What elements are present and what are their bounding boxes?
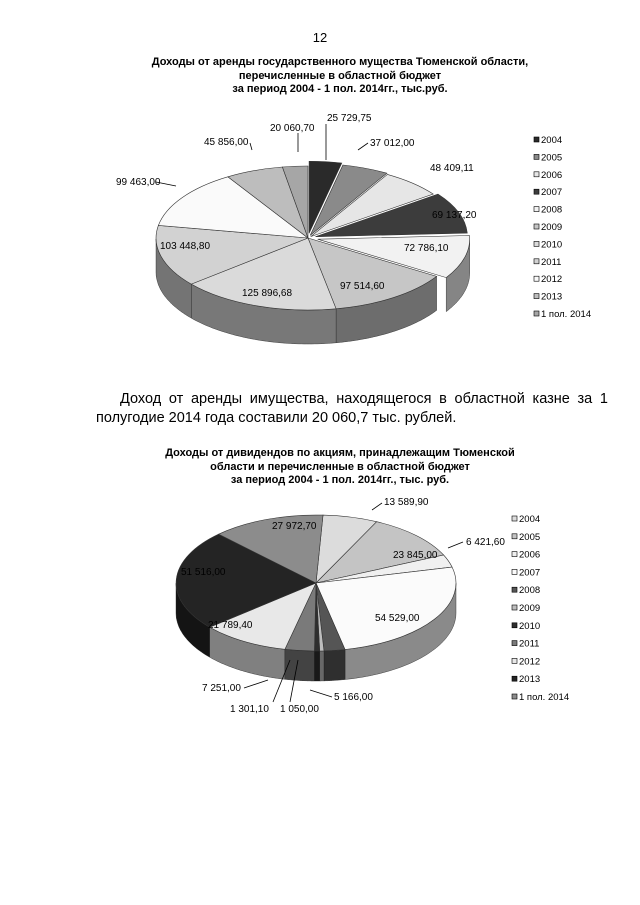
legend-swatch (512, 534, 517, 539)
data-label: 23 845,00 (393, 550, 438, 561)
chart2-title (130, 447, 550, 488)
legend-label: 2010 (541, 239, 563, 251)
leader-line (372, 503, 382, 510)
legend-label: 2008 (519, 585, 541, 597)
leader-line (358, 143, 368, 150)
data-label: 1 050,00 (280, 704, 319, 715)
data-label: 25 729,75 (327, 113, 372, 124)
legend-swatch (512, 694, 517, 699)
legend-label: 2006 (519, 549, 541, 561)
body-paragraph (96, 390, 608, 428)
data-label: 54 529,00 (375, 613, 420, 624)
data-label: 45 856,00 (204, 137, 249, 148)
legend-label: 2004 (541, 135, 563, 146)
legend-swatch (534, 172, 539, 177)
legend-label: 2007 (519, 567, 541, 579)
paragraph-line: Доход от аренды имущества, находящегося в областной казне за 1 (120, 391, 608, 407)
legend-swatch (534, 241, 539, 246)
legend-swatch (512, 676, 517, 681)
leader-line (244, 680, 268, 688)
data-label: 5 166,00 (334, 692, 373, 703)
data-label: 6 421,60 (466, 537, 505, 548)
paragraph-line: полугодие 2014 года составили 20 060,7 тыс. рублей. (96, 410, 457, 426)
legend-label: 2012 (519, 656, 541, 668)
legend-label: 2006 (541, 169, 563, 181)
pie-side (320, 651, 324, 681)
legend-swatch (512, 623, 517, 628)
chart1-title (130, 56, 550, 97)
legend-swatch (534, 137, 539, 142)
legend-swatch (512, 605, 517, 610)
data-label: 48 409,11 (430, 163, 474, 174)
legend-swatch (534, 276, 539, 281)
legend-label: 2011 (541, 256, 562, 268)
data-label: 1 301,10 (230, 704, 269, 715)
chart2-pie (0, 495, 640, 735)
legend-label: 2013 (541, 291, 563, 303)
data-label: 99 463,00 (116, 177, 161, 188)
data-label: 13 589,90 (384, 497, 429, 508)
pie-side (324, 650, 345, 681)
legend-swatch (512, 569, 517, 574)
data-label: 103 448,80 (160, 241, 211, 252)
pie-side (285, 649, 315, 681)
legend-label: 2005 (541, 152, 563, 164)
data-label: 37 012,00 (370, 138, 415, 149)
legend-swatch (512, 552, 517, 557)
legend-label: 2008 (541, 204, 563, 216)
legend-label: 2009 (519, 603, 541, 614)
data-label: 21 789,40 (208, 620, 253, 631)
legend-label: 1 пол. 2014 (541, 309, 592, 320)
chart1-title-line: Доходы от аренды государственного мущества Тюменской области, (151, 56, 529, 68)
data-label: 7 251,00 (202, 683, 241, 694)
data-label: 69 137,20 (432, 210, 477, 221)
pie-side (314, 651, 319, 681)
legend-swatch (512, 658, 517, 663)
legend-swatch (534, 207, 539, 212)
legend-swatch (512, 641, 517, 646)
legend-label: 2005 (519, 531, 541, 543)
data-label: 72 786,10 (404, 243, 449, 254)
legend-label: 1 пол. 2014 (519, 692, 570, 703)
legend-label: 2012 (541, 274, 563, 286)
legend-label: 2007 (541, 187, 563, 199)
page-number: 12 (312, 30, 328, 45)
legend-swatch (534, 311, 539, 316)
chart1-pie (0, 110, 640, 370)
data-label: 125 896,68 (242, 288, 293, 299)
data-label: 97 514,60 (340, 281, 385, 292)
leader-line (448, 542, 463, 548)
leader-line (250, 143, 252, 150)
legend-label: 2011 (519, 638, 540, 650)
legend-swatch (534, 294, 539, 299)
data-label: 20 060,70 (270, 123, 315, 134)
chart2-title-line: Доходы от дивидендов по акциям, принадлежащим Тюменской (165, 447, 515, 459)
leader-line (310, 690, 332, 697)
legend-swatch (534, 154, 539, 159)
legend-swatch (534, 259, 539, 264)
legend-label: 2013 (519, 674, 541, 686)
chart2-title-line: за период 2004 - 1 пол. 2014гг., тыс. руб. (230, 474, 450, 486)
legend-label: 2009 (541, 222, 563, 233)
chart2-title-line: области и перечисленные в областной бюджет (210, 460, 470, 473)
legend-swatch (534, 224, 539, 229)
chart1-title-line: перечисленные в областной бюджет (238, 69, 442, 82)
data-label: 51 516,00 (181, 567, 226, 578)
legend-swatch (512, 587, 517, 592)
chart1-title-line: за период 2004 - 1 пол. 2014гг., тыс.руб. (232, 83, 448, 95)
legend-label: 2010 (519, 620, 541, 632)
legend-swatch (512, 516, 517, 521)
legend-label: 2004 (519, 514, 541, 525)
data-label: 27 972,70 (272, 521, 317, 532)
legend-swatch (534, 189, 539, 194)
